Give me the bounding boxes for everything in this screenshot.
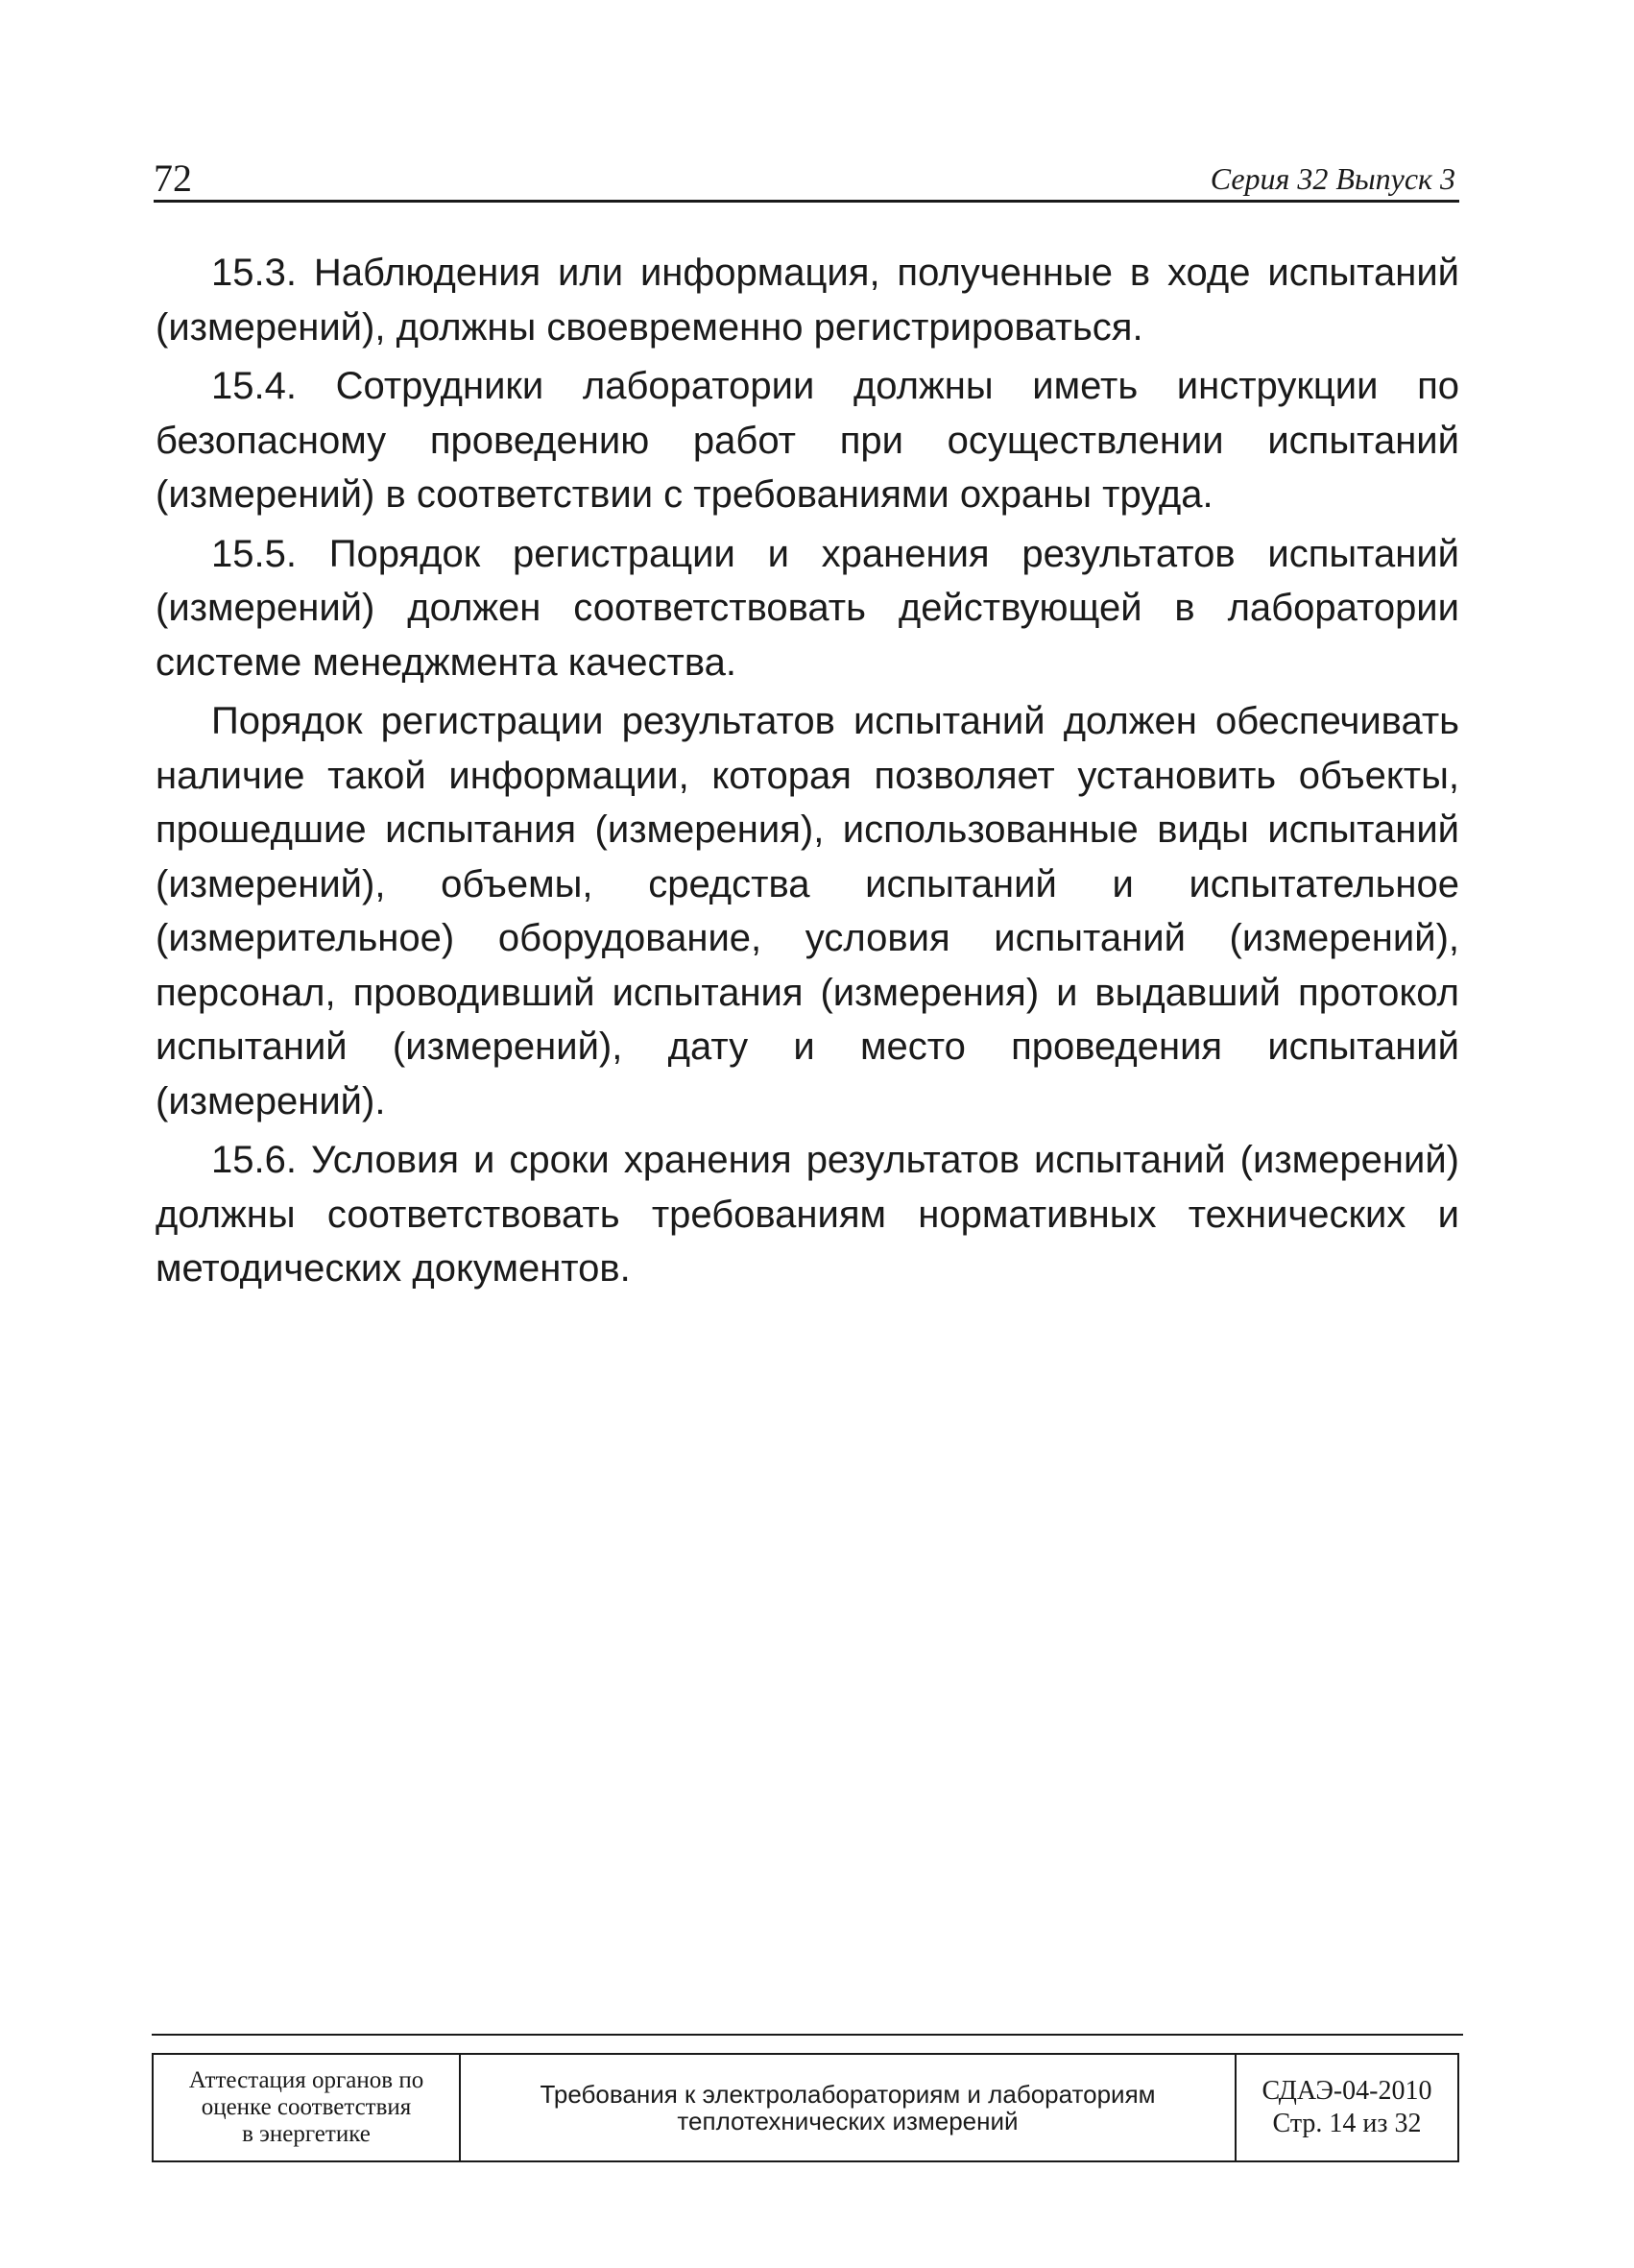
footer-document-title	[461, 2055, 1237, 2160]
page-header	[154, 142, 1459, 203]
paragraph-15-4: 15.4. Сотрудники лаборатории должны иметь инструкции по безопасному проведению работ при осуществлении испытаний (измерений) в соответствии с требованиями охраны труда.	[156, 365, 1459, 516]
footer-stamp	[152, 2053, 1459, 2162]
page-number: 72	[154, 157, 192, 200]
series-label: Серия 32 Выпуск 3	[1210, 161, 1455, 196]
footer-organization-line: оценке соответствия	[201, 2094, 412, 2120]
body-text	[156, 246, 1459, 1301]
footer-page-counter: Стр. 14 из 32	[1272, 2109, 1422, 2138]
paragraph-15-3: 15.3. Наблюдения или информация, полученные в ходе испытаний (измерений), должны своевременно регистрироваться.	[156, 252, 1459, 349]
footer-title-line: Требования к электролабораториям и лабораториям	[540, 2080, 1156, 2109]
footer-organization-line: Аттестация органов по	[188, 2067, 424, 2093]
paragraph-registration-order: Порядок регистрации результатов испытаний должен обеспечивать наличие такой информации, которая позволяет установить объекты, прошедшие испытания (измерения), использованные виды испытаний (измерений), объемы, средства испытаний и испытательное (измерительное) оборудование, условия испытаний (измерений), персонал, проводивший испытания (измерения) и выдавший протокол испытаний (измерений), дату и место проведения испытаний (измерений).	[156, 700, 1459, 1122]
paragraph-15-6: 15.6. Условия и сроки хранения результатов испытаний (измерений) должны соответствовать требованиям нормативных технических и методических документов.	[156, 1139, 1459, 1290]
footer-title-line: теплотехнических измерений	[677, 2107, 1019, 2135]
footer-document-code	[1237, 2055, 1457, 2160]
paragraph-15-5: 15.5. Порядок регистрации и хранения результатов испытаний (измерений) должен соответствовать действующей в лаборатории системе менеджмента качества.	[156, 532, 1459, 684]
footer-organization-line: в энергетике	[242, 2121, 371, 2147]
footer-rule	[152, 2034, 1463, 2036]
footer-organization	[154, 2055, 461, 2160]
footer-code: СДАЭ-04-2010	[1262, 2076, 1432, 2106]
